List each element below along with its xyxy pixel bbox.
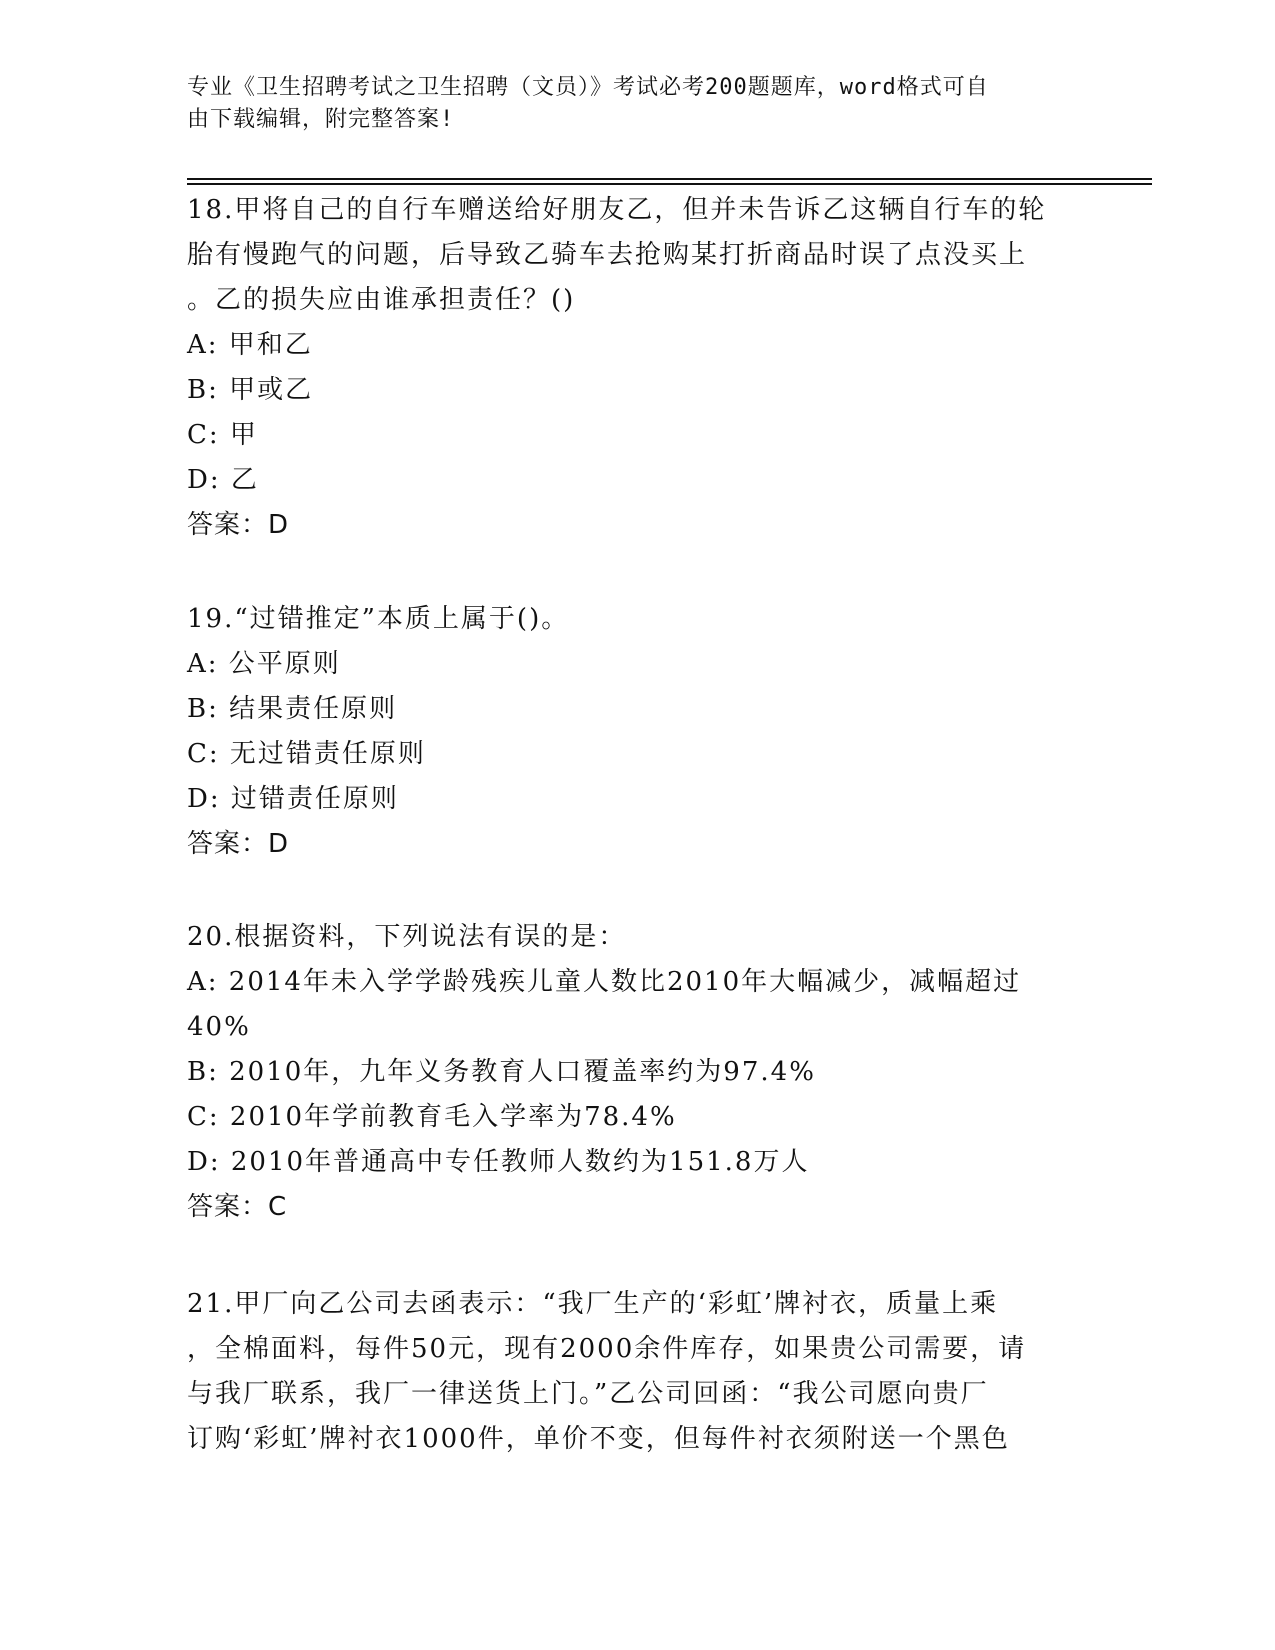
- answer-line: 答案：C: [187, 1192, 288, 1222]
- option-b: B: 2010年，九年义务教育人口覆盖率约为97.4%: [187, 1057, 816, 1087]
- question-text-line: 。乙的损失应由谁承担责任？(): [187, 285, 576, 315]
- header-divider-bottom: [187, 183, 1152, 185]
- question-text-line: ，全棉面料，每件50元，现有2000余件库存，如果贵公司需要，请: [187, 1334, 1027, 1364]
- question-text-line: 20.根据资料，下列说法有误的是：: [187, 922, 627, 952]
- option-d: D: 2010年普通高中专任教师人数约为151.8万人: [187, 1147, 810, 1177]
- answer-line: 答案：D: [187, 829, 290, 859]
- question-18: [187, 188, 1077, 548]
- question-text-line: 与我厂联系，我厂一律送货上门。”乙公司回函：“我公司愿向贵厂: [187, 1379, 989, 1409]
- option-b: B: 甲或乙: [187, 375, 314, 405]
- option-a: A: 公平原则: [187, 649, 341, 679]
- question-text-line: 19.“过错推定”本质上属于()。: [187, 604, 570, 634]
- question-text-line: 订购‘彩虹’牌衬衣1000件，单价不变，但每件衬衣须附送一个黑色: [187, 1424, 1010, 1454]
- option-a-continued: 40%: [187, 1012, 251, 1042]
- option-a: A: 2014年未入学学龄残疾儿童人数比2010年大幅减少，减幅超过: [187, 967, 1022, 997]
- question-text-line: 胎有慢跑气的问题，后导致乙骑车去抢购某打折商品时误了点没买上: [187, 240, 1028, 270]
- option-c: C: 2010年学前教育毛入学率为78.4%: [187, 1102, 677, 1132]
- header-divider-top: [187, 178, 1152, 180]
- option-a: A: 甲和乙: [187, 330, 313, 360]
- option-b: B: 结果责任原则: [187, 694, 398, 724]
- question-text-line: 21.甲厂向乙公司去函表示：“我厂生产的‘彩虹’牌衬衣，质量上乘: [187, 1289, 999, 1319]
- document-header: [187, 72, 1087, 136]
- answer-line: 答案：D: [187, 510, 290, 540]
- option-d: D: 乙: [187, 465, 259, 495]
- option-c: C: 甲: [187, 420, 258, 450]
- option-d: D: 过错责任原则: [187, 784, 399, 814]
- option-c: C: 无过错责任原则: [187, 739, 426, 769]
- question-text-line: 18.甲将自己的自行车赠送给好朋友乙，但并未告诉乙这辆自行车的轮: [187, 195, 1047, 225]
- question-20: [187, 915, 1077, 1230]
- header-line-1: 专业《卫生招聘考试之卫生招聘（文员）》考试必考200题题库，word格式可自: [187, 75, 989, 100]
- question-19: [187, 597, 1077, 867]
- header-line-2: 由下载编辑，附完整答案!: [187, 107, 455, 132]
- question-21: [187, 1282, 1077, 1462]
